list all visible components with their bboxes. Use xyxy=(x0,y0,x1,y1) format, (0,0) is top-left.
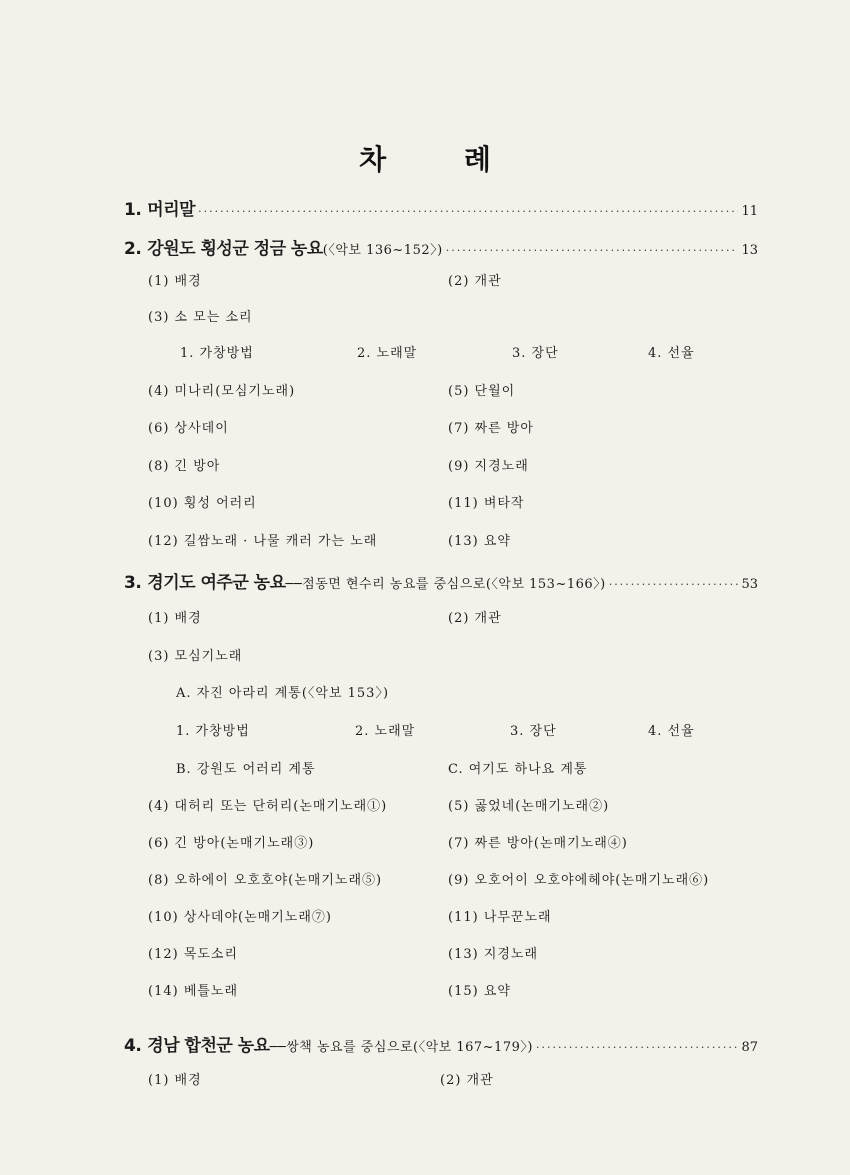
leader-dots xyxy=(198,205,738,218)
entry-page: 13 xyxy=(741,243,758,258)
list-item: (2) 개관 xyxy=(440,1073,494,1088)
entry-subtitle: ──점동면 현수리 농요를 중심으로(〈악보 153~166〉) xyxy=(285,577,606,592)
list-item: C. 여기도 하나요 계통 xyxy=(448,762,588,777)
entry-number: 4. xyxy=(124,1036,142,1056)
list-item: (2) 개관 xyxy=(448,274,502,289)
list-item: (12) 길쌈노래 · 나물 캐러 가는 노래 xyxy=(148,534,378,549)
list-item: B. 강원도 어러리 계통 xyxy=(176,762,316,777)
list-item: 1. 가창방법 xyxy=(180,346,254,361)
toc-entry-4[interactable] xyxy=(124,1031,758,1056)
list-item: (9) 오호어이 오호야에헤야(논매기노래⑥) xyxy=(448,873,710,888)
list-item: 4. 선율 xyxy=(648,724,695,739)
entry-page: 53 xyxy=(741,577,758,592)
list-item: (6) 긴 방아(논매기노래③) xyxy=(148,836,315,851)
entry-heading: 강원도 횡성군 정금 농요 xyxy=(147,239,323,259)
list-item: (12) 목도소리 xyxy=(148,947,239,962)
entry-page: 11 xyxy=(741,204,758,219)
list-item: A. 자진 아라리 계통(〈악보 153〉) xyxy=(176,686,390,701)
entry-heading: 경남 합천군 농요 xyxy=(147,1036,270,1056)
entry-heading: 경기도 여주군 농요 xyxy=(147,573,286,593)
list-item: (1) 배경 xyxy=(148,1073,202,1088)
list-item: (10) 상사데야(논매기노래⑦) xyxy=(148,910,332,925)
entry-subtitle: (〈악보 136~152〉) xyxy=(322,243,443,258)
list-item: (9) 지경노래 xyxy=(448,459,529,474)
list-item: 2. 노래말 xyxy=(357,346,418,361)
list-item: (6) 상사데이 xyxy=(148,421,229,436)
list-item: (8) 긴 방아 xyxy=(148,459,221,474)
leader-dots xyxy=(446,244,739,257)
list-item: (7) 짜른 방아 xyxy=(448,421,534,436)
toc-entry-2[interactable] xyxy=(124,234,758,259)
list-item: (5) 곯었네(논매기노래②) xyxy=(448,799,610,814)
list-item: (1) 배경 xyxy=(148,274,202,289)
entry-heading: 머리말 xyxy=(147,200,196,220)
list-item: (3) 모심기노래 xyxy=(148,649,243,664)
list-item: 3. 장단 xyxy=(510,724,557,739)
list-item: (11) 나무꾼노래 xyxy=(448,910,552,925)
entry-subtitle: ──쌍책 농요를 중심으로(〈악보 167~179〉) xyxy=(269,1040,533,1055)
list-item: (10) 횡성 어러리 xyxy=(148,496,257,511)
list-item: (5) 단월이 xyxy=(448,384,516,399)
list-item: (13) 요약 xyxy=(448,534,511,549)
entry-number: 2. xyxy=(124,239,142,259)
list-item: (3) 소 모는 소리 xyxy=(148,310,253,325)
list-item: (13) 지경노래 xyxy=(448,947,539,962)
list-item: (7) 짜른 방아(논매기노래④) xyxy=(448,836,628,851)
list-item: 1. 가창방법 xyxy=(176,724,250,739)
entry-page: 87 xyxy=(741,1040,758,1055)
leader-dots xyxy=(536,1041,739,1054)
list-item: 3. 장단 xyxy=(512,346,559,361)
list-item: (8) 오하에이 오호호야(논매기노래⑤) xyxy=(148,873,383,888)
toc-entry-1[interactable] xyxy=(124,195,758,220)
list-item: (11) 벼타작 xyxy=(448,496,525,511)
page-title: 차 례 xyxy=(359,143,525,176)
list-item: (4) 대허리 또는 단허리(논매기노래①) xyxy=(148,799,388,814)
entry-number: 3. xyxy=(124,573,142,593)
list-item: (14) 베틀노래 xyxy=(148,984,239,999)
list-item: (2) 개관 xyxy=(448,611,502,626)
list-item: (15) 요약 xyxy=(448,984,511,999)
list-item: 4. 선율 xyxy=(648,346,695,361)
list-item: 2. 노래말 xyxy=(355,724,416,739)
leader-dots xyxy=(609,578,739,591)
list-item: (1) 배경 xyxy=(148,611,202,626)
list-item: (4) 미나리(모심기노래) xyxy=(148,384,296,399)
entry-number: 1. xyxy=(124,200,142,220)
toc-entry-3[interactable] xyxy=(124,568,758,593)
